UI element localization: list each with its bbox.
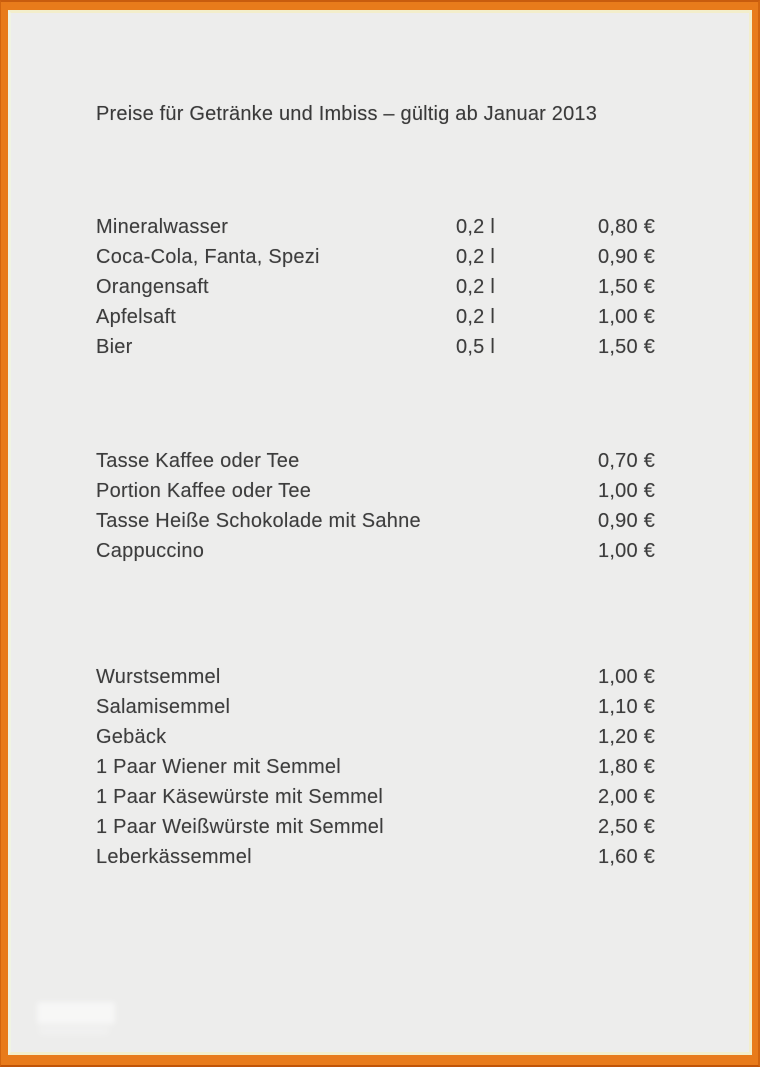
item-size	[456, 842, 598, 872]
item-size	[456, 476, 598, 506]
item-label: Coca-Cola, Fanta, Spezi	[96, 246, 320, 268]
menu-item-row	[96, 476, 749, 506]
item-price: 1,10 €	[598, 696, 656, 718]
item-label: Apfelsaft	[96, 306, 177, 328]
item-label: Gebäck	[96, 726, 167, 748]
watermark-smudge	[37, 1002, 115, 1024]
item-price: 0,90 €	[598, 510, 656, 532]
item-label: 1 Paar Wiener mit Semmel	[96, 756, 341, 778]
menu-item-row	[96, 842, 749, 872]
item-label: 1 Paar Weißwürste mit Semmel	[96, 816, 384, 838]
item-size	[456, 722, 598, 752]
menu-item-row	[96, 212, 749, 242]
menu-item-row	[96, 782, 749, 812]
item-price: 0,80 €	[598, 216, 656, 238]
item-size	[456, 446, 598, 476]
menu-item-row	[96, 536, 749, 566]
menu-item-row	[96, 446, 749, 476]
menu-item-row	[96, 272, 749, 302]
item-label: Bier	[96, 336, 133, 358]
item-label: Cappuccino	[96, 540, 205, 562]
menu-item-row	[96, 722, 749, 752]
menu-section-drinks	[96, 212, 749, 362]
menu-item-row	[96, 662, 749, 692]
item-price: 0,70 €	[598, 450, 656, 472]
item-price: 1,50 €	[598, 336, 656, 358]
item-size: 0,5 l	[456, 336, 496, 358]
item-label: 1 Paar Käsewürste mit Semmel	[96, 786, 384, 808]
item-price: 1,00 €	[598, 666, 656, 688]
menu-item-row	[96, 242, 749, 272]
menu-item-row	[96, 302, 749, 332]
item-size	[456, 536, 598, 566]
item-size: 0,2 l	[456, 276, 496, 298]
item-price: 1,00 €	[598, 540, 656, 562]
item-size	[456, 812, 598, 842]
item-size	[456, 692, 598, 722]
menu-item-row	[96, 332, 749, 362]
item-price: 0,90 €	[598, 246, 656, 268]
item-size	[456, 782, 598, 812]
item-size	[456, 506, 598, 536]
item-label: Portion Kaffee oder Tee	[96, 480, 312, 502]
item-label: Orangensaft	[96, 276, 209, 298]
item-price: 1,50 €	[598, 276, 656, 298]
paper-page	[8, 10, 752, 1055]
item-size: 0,2 l	[456, 246, 496, 268]
item-price: 1,00 €	[598, 306, 656, 328]
menu-item-row	[96, 506, 749, 536]
item-price: 1,00 €	[598, 480, 656, 502]
item-price: 2,00 €	[598, 786, 656, 808]
item-price: 1,80 €	[598, 756, 656, 778]
item-price: 1,20 €	[598, 726, 656, 748]
item-size: 0,2 l	[456, 216, 496, 238]
page-title: Preise für Getränke und Imbiss – gültig ab Januar 2013	[96, 103, 598, 125]
menu-item-row	[96, 692, 749, 722]
menu-item-row	[96, 752, 749, 782]
item-price: 1,60 €	[598, 846, 656, 868]
item-size	[456, 662, 598, 692]
item-label: Mineralwasser	[96, 216, 229, 238]
item-size	[456, 752, 598, 782]
item-label: Tasse Kaffee oder Tee	[96, 450, 300, 472]
item-label: Salamisemmel	[96, 696, 231, 718]
menu-section-hot-drinks	[96, 446, 749, 566]
item-label: Tasse Heiße Schokolade mit Sahne	[96, 510, 421, 532]
item-size: 0,2 l	[456, 306, 496, 328]
item-label: Wurstsemmel	[96, 666, 221, 688]
menu-section-snacks	[96, 662, 749, 872]
item-label: Leberkässemmel	[96, 846, 252, 868]
menu-item-row	[96, 812, 749, 842]
item-price: 2,50 €	[598, 816, 656, 838]
